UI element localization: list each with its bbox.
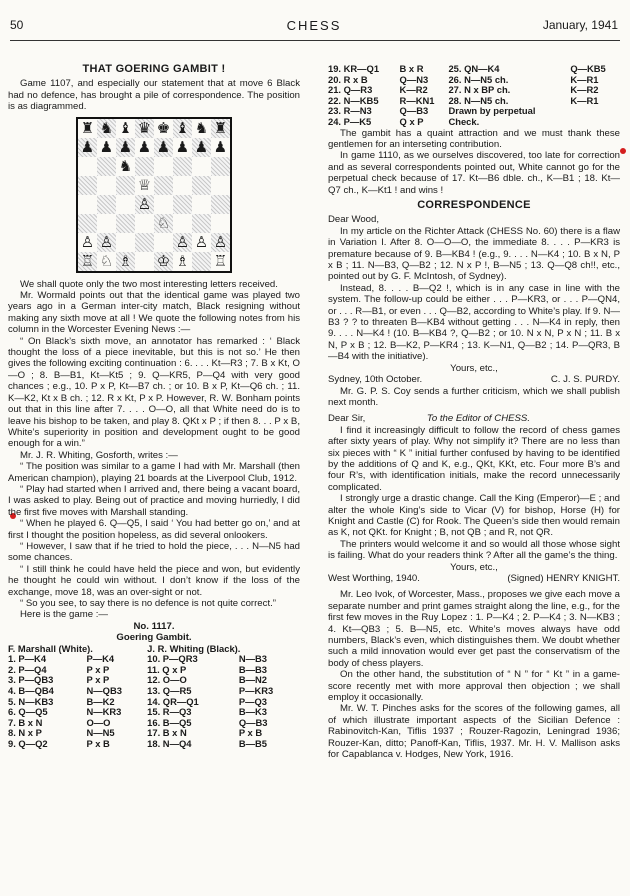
bullet-marker bbox=[620, 148, 626, 154]
move-cell: K—R2 bbox=[399, 84, 428, 96]
board-square bbox=[211, 195, 230, 214]
chess-piece-icon: ♙ bbox=[80, 232, 95, 251]
board-square bbox=[135, 157, 154, 176]
board-square bbox=[211, 214, 230, 233]
move-cell: K—R1 bbox=[570, 73, 599, 85]
header-rule bbox=[10, 40, 620, 41]
board-square bbox=[135, 233, 154, 252]
move-cell: 28. N—N5 ch. bbox=[448, 94, 509, 106]
board-square bbox=[154, 195, 173, 214]
salutation: Dear Wood, bbox=[328, 214, 380, 226]
chess-piece-icon: ♗ bbox=[118, 251, 133, 270]
board-square bbox=[97, 157, 116, 176]
chess-piece-icon: ♙ bbox=[175, 232, 190, 251]
chess-piece-icon: ♕ bbox=[137, 175, 152, 194]
board-square bbox=[192, 157, 211, 176]
board-square bbox=[173, 119, 192, 138]
move-cell: 2. P—Q4 bbox=[8, 663, 47, 675]
chess-piece-icon: ♗ bbox=[175, 251, 190, 270]
move-cell: P—Q3 bbox=[238, 695, 267, 707]
board-square bbox=[154, 138, 173, 157]
left-paragraphs bbox=[8, 279, 300, 621]
chess-piece-icon: ♟ bbox=[137, 137, 152, 156]
chess-piece-icon: ♟ bbox=[118, 137, 133, 156]
board-square bbox=[116, 157, 135, 176]
chess-piece-icon: ♟ bbox=[194, 137, 209, 156]
white-player: F. Marshall (White). bbox=[8, 642, 93, 654]
letter-signer: (Signed) HENRY KNIGHT. bbox=[507, 573, 620, 584]
board-square bbox=[211, 233, 230, 252]
board-square bbox=[135, 252, 154, 271]
letter-signature bbox=[328, 374, 620, 385]
move-cell: 27. N x BP ch. bbox=[448, 84, 511, 96]
move-cell: 11. Q x P bbox=[147, 663, 187, 675]
board-square bbox=[135, 138, 154, 157]
letter-heading bbox=[328, 413, 620, 424]
board-square bbox=[173, 233, 192, 252]
black-player: J. R. Whiting (Black). bbox=[147, 642, 241, 654]
board-square bbox=[211, 138, 230, 157]
chess-piece-icon: ♟ bbox=[156, 137, 171, 156]
board-square bbox=[97, 214, 116, 233]
board-square bbox=[154, 214, 173, 233]
move-row bbox=[328, 64, 620, 75]
board-square bbox=[78, 252, 97, 271]
move-cell: P x P bbox=[86, 674, 110, 686]
move-cell: K—R1 bbox=[570, 94, 599, 106]
move-cell: 22. N—KB5 bbox=[328, 94, 379, 106]
move-cell: 15. R—Q3 bbox=[147, 706, 192, 718]
board-square bbox=[116, 138, 135, 157]
paragraph: Instead, 8. . . . B—Q2 !, which is in any case in line with the system. The follow-up could be either . . . P—KR3, or . . . P—QN4, or . . . R—B1, or even . . . Q—B2, according to White’s play. If 9. N—B3 ? ? to threaten B—KB4 without getting . . . N—K4 in reply, then 9. . . . N—K4 ! (10. B—KB4 ?, Q—B2 ; or 10. N x N, P x N ; 11. B x N, P x B ; 12. B—K2, P—KR4 ; 13. K—N1, Q—B2 ; 14. P—QR3, B—B4 with the initiative). bbox=[328, 282, 620, 363]
paragraph: “ When he played 6. Q—Q5, I said ‘ You had better go on,’ and at first I thought the position hopeless, as did several onlookers. bbox=[8, 518, 300, 541]
board-square bbox=[97, 233, 116, 252]
chess-diagram bbox=[76, 117, 232, 273]
chess-piece-icon: ♚ bbox=[156, 118, 171, 137]
move-cell: B—B5 bbox=[238, 737, 267, 749]
board-square bbox=[173, 157, 192, 176]
chess-piece-icon: ♘ bbox=[99, 251, 114, 270]
letter-close: Yours, etc., bbox=[450, 561, 498, 573]
chess-piece-icon: ♖ bbox=[80, 251, 95, 270]
chess-piece-icon: ♜ bbox=[80, 118, 95, 137]
board-square bbox=[192, 138, 211, 157]
move-cell: 6. Q—Q5 bbox=[8, 706, 48, 718]
move-cell: 1. P—K4 bbox=[8, 653, 47, 665]
board-square bbox=[116, 233, 135, 252]
board-square bbox=[211, 157, 230, 176]
move-cell: N—B3 bbox=[238, 653, 267, 665]
move-row bbox=[8, 686, 300, 697]
paragraph: In my article on the Richter Attack (CHESS No. 60) there is a flaw in Variation I. After 8. O—O—O, the immediate 8. . . . P—KR3 is premature because of 9. B—KB4 ! (e.g., 9. . . . N—K4 ; 10. B x N, P x B ; 11. N—B3, Q—B2 ; 12. N x P !, B—N5 ; 13. Q—Q8 ch!!, etc., pointed out by G. F. McIntosh, of Sydney). bbox=[328, 225, 620, 283]
paragraph: “ On Black’s sixth move, an annotator has remarked : ‘ Black thought the loss of a piece inevitable, but this is not so.’ He then gives the following exciting continuation : 6. . . . Kt—R3 ; 7. B x Kt, O—O ; 8. B—B1, Kt—Kt5 ; 9. Q—KR5, P—Q4 with very good chances ; e.g., 10. P x P, Kt—B7 ch. ; or 10. B x P, Kt—Q6 ch. ; 11. K—K2, Kt x B ch. ; 12. R x Kt, P x P. However, R. W. Bonham points out that in this line after 7. . . . O—O, all that White need do is to leave his bishop to be taken, and play 8. QKt x P ; if then 8. . . P x B, White’s superiority in position and development ought to be good enough for a win.” bbox=[8, 335, 300, 450]
chess-piece-icon: ♟ bbox=[175, 137, 190, 156]
board-square bbox=[192, 195, 211, 214]
magazine-title: CHESS bbox=[286, 18, 342, 33]
chess-piece-icon: ♖ bbox=[213, 251, 228, 270]
paragraph: Mr. W. T. Pinches asks for the scores of the following games, all of which illustrate important aspects of the Sicilian Defence : Rabinovitch-Kan, Tiflis 1937 ; Rouzer-Ragozin, Leningrad 1936; Rouzer-Kan, ditto; Panoff-Kan, Tiflis, 1937. Mr. H. V. Mallison asks for Capablanca v. Hodges, New York, 1916. bbox=[328, 703, 620, 761]
move-cell: N—N5 bbox=[86, 727, 115, 739]
paragraph: The printers would welcome it and so would all those whose sight is failing. What do your readers think ? After all the game’s the thing. bbox=[328, 538, 620, 562]
move-cell: P—KR3 bbox=[238, 685, 274, 696]
chess-piece-icon: ♟ bbox=[99, 137, 114, 156]
move-cell: N—QB3 bbox=[86, 685, 122, 696]
chess-piece-icon: ♜ bbox=[213, 118, 228, 137]
paragraph: “ I still think he could have held the piece and won, but evidently he thought he could win without. I don’t know if the loss of the exchange, move 18, was an over-sight or not. bbox=[8, 563, 300, 598]
move-cell: Q—B3 bbox=[238, 716, 268, 728]
game-number: No. 1117. bbox=[133, 620, 175, 632]
board-square bbox=[116, 119, 135, 138]
board-square bbox=[173, 176, 192, 195]
board-square bbox=[97, 252, 116, 271]
move-cell: 13. Q—R5 bbox=[147, 685, 192, 696]
board-square bbox=[211, 252, 230, 271]
move-cell: 25. QN—K4 bbox=[448, 63, 500, 74]
board-square bbox=[135, 176, 154, 195]
chess-piece-icon: ♘ bbox=[156, 213, 171, 232]
move-cell: 20. R x B bbox=[328, 73, 368, 85]
paragraph: Mr. J. R. Whiting, Gosforth, writes :— bbox=[20, 449, 178, 461]
move-cell: 24. P—K5 bbox=[328, 115, 372, 127]
board-square bbox=[211, 119, 230, 138]
move-cell: B—K3 bbox=[238, 706, 267, 718]
board-square bbox=[173, 138, 192, 157]
right-column bbox=[328, 64, 620, 761]
chess-piece-icon: ♙ bbox=[213, 232, 228, 251]
board-square bbox=[173, 214, 192, 233]
board-square bbox=[116, 214, 135, 233]
move-cell: O—O bbox=[86, 716, 111, 728]
paragraph: The gambit has a quaint attraction and we must thank these gentlemen for an interseting contribution. bbox=[328, 127, 620, 150]
board-square bbox=[97, 176, 116, 195]
board-square bbox=[154, 233, 173, 252]
move-table bbox=[8, 644, 300, 750]
paragraph: I strongly urge a drastic change. Call the King (Emperor)—E ; and alter the whole King’s side to Vicar (V) for bishop, Horse (H) for Knight and Castle (C) for Rook. The Queen’s side then would remain as K, not QKt. for Knight ; B, not QB ; and R, not QR. bbox=[328, 493, 620, 539]
board-square bbox=[192, 176, 211, 195]
salutation: Dear Sir, bbox=[328, 413, 366, 425]
move-cell: Q—KB5 bbox=[570, 63, 606, 74]
page-header bbox=[10, 18, 618, 36]
paragraph: “ So you see, to say there is no defence is not quite correct.” bbox=[20, 598, 276, 609]
paragraph: “ However, I saw that if he tried to hold the piece, . . . N—N5 had some chances. bbox=[8, 540, 300, 564]
paragraph: Mr. G. P. S. Coy sends a further criticism, which we shall publish next month. bbox=[328, 385, 620, 408]
board-square bbox=[192, 252, 211, 271]
move-cell: 9. Q—Q2 bbox=[8, 737, 48, 749]
move-cell: B x R bbox=[399, 63, 424, 74]
board-square bbox=[154, 119, 173, 138]
move-cell: 26. N—N5 ch. bbox=[448, 73, 509, 85]
move-cell: Drawn by perpetual bbox=[448, 105, 536, 117]
board-square bbox=[135, 195, 154, 214]
move-cell: 17. B x N bbox=[147, 727, 187, 739]
paragraph: On the other hand, the substitution of “ N ” for “ Kt ” in a game-score recently met with more approval then objection ; we shall employ it occasionally. bbox=[328, 669, 620, 704]
paragraph: “ The position was similar to a game I had with Mr. Marshall (then American champion), playing 21 boards at the Liverpool Club, 1912. bbox=[8, 461, 300, 484]
move-table-continued bbox=[328, 64, 620, 128]
letter-close: Yours, etc., bbox=[450, 362, 498, 374]
move-cell: Check. bbox=[448, 115, 480, 127]
paragraph: Mr. Wormald points out that the identical game was played two years ago in a German inter-city match, Black resigning without making any sixth move at all ! We quote the following notes from his column in the Worcester Evening News :— bbox=[8, 290, 300, 336]
chess-piece-icon: ♞ bbox=[194, 118, 209, 137]
board-square bbox=[154, 176, 173, 195]
board-square bbox=[78, 195, 97, 214]
move-cell: Q—N3 bbox=[399, 73, 429, 85]
board-square bbox=[211, 176, 230, 195]
move-cell: P x B bbox=[238, 727, 263, 739]
chess-piece-icon: ♞ bbox=[99, 118, 114, 137]
game-name: Goering Gambit. bbox=[116, 632, 192, 644]
paragraph: “ Play had started when I arrived and, there being a vacant board, I was asked to play. Being out of practice and moving hurriedly, I did the first five moves with Marshall standing. bbox=[8, 483, 300, 518]
letter-place: Sydney, 10th October. bbox=[328, 374, 423, 386]
move-cell: B—N2 bbox=[238, 674, 267, 686]
move-cell: P x B bbox=[86, 737, 110, 749]
move-cell: 16. B—Q5 bbox=[147, 716, 192, 728]
board-square bbox=[97, 195, 116, 214]
move-cell bbox=[570, 117, 620, 128]
move-cell: 4. B—QB4 bbox=[8, 685, 54, 696]
letter-recipient: To the Editor of CHESS. bbox=[426, 413, 530, 425]
board-square bbox=[78, 233, 97, 252]
move-cell: 5. N—KB3 bbox=[8, 695, 54, 707]
board-square bbox=[173, 252, 192, 271]
move-cell: 18. N—Q4 bbox=[147, 737, 192, 749]
chess-piece-icon: ♙ bbox=[194, 232, 209, 251]
board-square bbox=[116, 176, 135, 195]
move-cell: 21. Q—R3 bbox=[328, 84, 373, 96]
move-cell: Q x P bbox=[399, 115, 424, 127]
move-cell: 12. O—O bbox=[147, 674, 187, 686]
page-number: 50 bbox=[10, 18, 24, 32]
move-cell: K—R2 bbox=[570, 84, 599, 96]
move-cell: 23. R—N3 bbox=[328, 105, 372, 117]
article-title: THAT GOERING GAMBIT ! bbox=[82, 63, 226, 75]
move-cell: B—K2 bbox=[86, 695, 115, 707]
letter-signature bbox=[328, 573, 620, 584]
chess-piece-icon: ♛ bbox=[137, 118, 152, 137]
board-square bbox=[78, 138, 97, 157]
board-square bbox=[192, 233, 211, 252]
issue-date: January, 1941 bbox=[542, 18, 618, 32]
move-cell: 10. P—QR3 bbox=[147, 653, 198, 665]
board-square bbox=[97, 138, 116, 157]
chess-piece-icon: ♙ bbox=[137, 194, 152, 213]
move-cell: B—B3 bbox=[238, 663, 267, 675]
move-cell: 3. P—QB3 bbox=[8, 674, 54, 686]
letter-signer: C. J. S. PURDY. bbox=[550, 374, 620, 386]
board-square bbox=[78, 157, 97, 176]
chess-piece-icon: ♙ bbox=[99, 232, 114, 251]
move-cell: P—K4 bbox=[86, 653, 115, 665]
board-square bbox=[154, 157, 173, 176]
board-square bbox=[78, 176, 97, 195]
paragraph: Mr. Leo Ivok, of Worcester, Mass., proposes we give each move a separate number and print games straight along the line, e.g., for the first few moves in the Ruy Lopez : 1. P—K4 ; 2. P—K4 ; 3. N—KB3 ; 4. Kt—QB3 ; 5. B—N5, etc. White’s moves always have odd numbers, Black’s even, which distinguishes them. We doubt whether such a mild innovation would ever get past the conservatism of the body of chess players. bbox=[328, 589, 620, 669]
board-square bbox=[173, 195, 192, 214]
board-square bbox=[154, 252, 173, 271]
move-cell: 7. B x N bbox=[8, 716, 43, 728]
board-square bbox=[116, 252, 135, 271]
intro-paragraph: Game 1107, and especially our statement that at move 6 Black had no defence, has brought a pile of correspondence. The position is as diagrammed. bbox=[8, 78, 300, 113]
left-column bbox=[8, 60, 300, 750]
board-square bbox=[192, 214, 211, 233]
move-cell: Q—B3 bbox=[399, 105, 429, 117]
paragraph: I find it increasingly difficult to follow the record of chess games after sixty years of play. Why not simplify it? There are no less than six pieces with “ K ” initial further confused by having to be identified by the additions of Q and K, e.g., QKt, KKt, etc. Four more B’s and four R’s, with identification initials, make the record unnecessarily complicated. bbox=[328, 424, 620, 493]
move-cell: 8. N x P bbox=[8, 727, 42, 739]
board-square bbox=[135, 214, 154, 233]
board-square bbox=[135, 119, 154, 138]
paragraph: We shall quote only the two most interesting letters received. bbox=[20, 278, 278, 290]
board-square bbox=[78, 119, 97, 138]
board-square bbox=[78, 214, 97, 233]
letter-place: West Worthing, 1940. bbox=[328, 573, 420, 584]
chess-piece-icon: ♞ bbox=[118, 156, 133, 175]
board-square bbox=[116, 195, 135, 214]
paragraph: In game 1110, as we ourselves discovered, too late for correction and as several correspondents pointed out, White cannot go for the perpetual check because of 17. Kt—B6 dble. ch., K—B1 ; 18. Kt—Q7 ch., K—Kt1 ! and wins ! bbox=[328, 150, 620, 196]
chess-piece-icon: ♟ bbox=[213, 137, 228, 156]
move-row bbox=[328, 117, 620, 128]
move-cell: 14. QR—Q1 bbox=[147, 695, 199, 707]
chess-piece-icon: ♝ bbox=[175, 118, 190, 137]
board-square bbox=[192, 119, 211, 138]
move-row bbox=[8, 739, 300, 750]
move-cell: P x P bbox=[86, 663, 110, 675]
section-title: CORRESPONDENCE bbox=[417, 199, 531, 211]
chess-piece-icon: ♟ bbox=[80, 137, 95, 156]
paragraph: Here is the game :— bbox=[20, 609, 108, 621]
move-cell: N—KR3 bbox=[86, 706, 122, 718]
chess-piece-icon: ♔ bbox=[156, 251, 171, 270]
board-square bbox=[97, 119, 116, 138]
move-cell: 19. KR—Q1 bbox=[328, 63, 380, 74]
chess-piece-icon: ♝ bbox=[118, 118, 133, 137]
move-cell bbox=[570, 106, 620, 117]
move-cell: R—KN1 bbox=[399, 94, 435, 106]
